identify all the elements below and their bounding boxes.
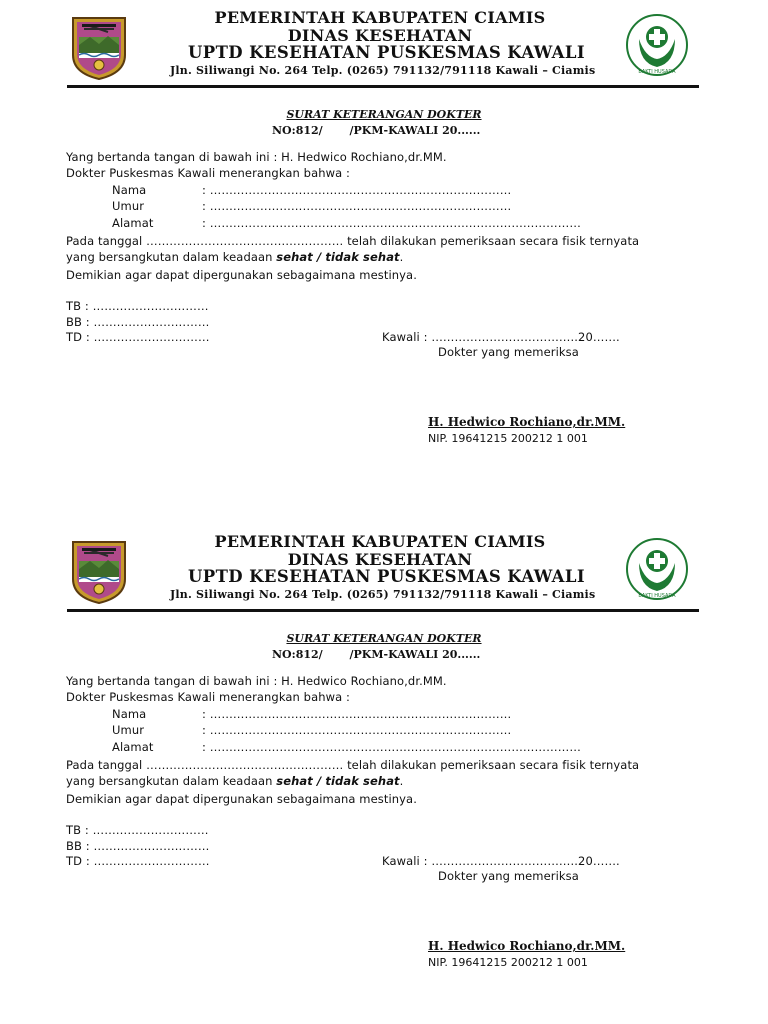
doctor-nip: NIP. 19641215 200212 1 001 <box>428 956 588 969</box>
place-date: Kawali : ………………………………..20……. <box>382 854 620 868</box>
ciamis-emblem-icon <box>70 539 128 605</box>
header-divider <box>67 85 699 88</box>
header-department: DINAS KESEHATAN <box>287 26 473 45</box>
intro-text: Yang bertanda tangan di bawah ini : H. Hedwico Rochiano,dr.MM. <box>66 150 447 164</box>
field-value-nama: : …………………………………………………………………… <box>202 707 512 721</box>
doctor-name: H. Hedwico Rochiano,dr.MM. <box>428 415 626 429</box>
document-number: NO:812/ /PKM-KAWALI 20...... <box>272 648 481 661</box>
document-title: SURAT KETERANGAN DOKTER <box>286 108 482 121</box>
intro-text: Yang bertanda tangan di bawah ini : H. Hedwico Rochiano,dr.MM. <box>66 674 447 688</box>
ciamis-emblem-icon <box>70 15 128 81</box>
document-title: SURAT KETERANGAN DOKTER <box>286 632 482 645</box>
bakti-husada-logo-icon <box>625 537 689 601</box>
field-label-nama: Nama <box>112 707 147 721</box>
field-label-umur: Umur <box>112 723 145 737</box>
vital-td: TD : ………………………… <box>66 330 210 344</box>
closing-text: Demikian agar dapat dipergunakan sebagaimana mestinya. <box>66 792 417 806</box>
condition-options: sehat / tidak sehat <box>276 774 400 788</box>
field-label-umur: Umur <box>112 199 145 213</box>
doctor-nip: NIP. 19641215 200212 1 001 <box>428 432 588 445</box>
certificate-copy-1 <box>0 0 768 490</box>
field-value-umur: : …………………………………………………………………… <box>202 723 512 737</box>
vital-tb: TB : ………………………… <box>66 299 209 313</box>
condition-line <box>66 250 403 264</box>
field-label-alamat: Alamat <box>112 216 154 230</box>
header-puskesmas: UPTD KESEHATAN PUSKESMAS KAWALI <box>188 43 585 62</box>
place-date: Kawali : ………………………………..20……. <box>382 330 620 344</box>
field-value-umur: : …………………………………………………………………… <box>202 199 512 213</box>
header-government: PEMERINTAH KABUPATEN CIAMIS <box>214 532 546 551</box>
bakti-husada-text: BAKTI HUSADA <box>638 593 676 599</box>
condition-line <box>66 774 403 788</box>
header-government: PEMERINTAH KABUPATEN CIAMIS <box>214 8 546 27</box>
examiner-label: Dokter yang memeriksa <box>438 869 579 883</box>
condition-suffix: . <box>399 250 404 264</box>
vital-td: TD : ………………………… <box>66 854 210 868</box>
statement-text: Dokter Puskesmas Kawali menerangkan bahwa : <box>66 690 351 704</box>
header-department: DINAS KESEHATAN <box>287 550 473 569</box>
condition-options: sehat / tidak sehat <box>276 250 400 264</box>
field-label-alamat: Alamat <box>112 740 154 754</box>
document-number: NO:812/ /PKM-KAWALI 20...... <box>272 124 481 137</box>
certificate-copy-2 <box>0 524 768 1014</box>
doctor-name: H. Hedwico Rochiano,dr.MM. <box>428 939 626 953</box>
condition-prefix: yang bersangkutan dalam keadaan <box>66 250 277 264</box>
closing-text: Demikian agar dapat dipergunakan sebagaimana mestinya. <box>66 268 417 282</box>
header-divider <box>67 609 699 612</box>
vital-bb: BB : ………………………… <box>66 839 210 853</box>
bakti-husada-logo-icon <box>625 13 689 77</box>
condition-prefix: yang bersangkutan dalam keadaan <box>66 774 277 788</box>
vital-bb: BB : ………………………… <box>66 315 210 329</box>
header-address: Jln. Siliwangi No. 264 Telp. (0265) 791132/791118 Kawali – Ciamis <box>170 588 596 601</box>
examiner-label: Dokter yang memeriksa <box>438 345 579 359</box>
header-puskesmas: UPTD KESEHATAN PUSKESMAS KAWALI <box>188 567 585 586</box>
field-value-alamat: : …………………………………………………………………………………… <box>202 216 581 230</box>
bakti-husada-text: BAKTI HUSADA <box>638 69 676 75</box>
vital-tb: TB : ………………………… <box>66 823 209 837</box>
field-label-nama: Nama <box>112 183 147 197</box>
field-value-nama: : …………………………………………………………………… <box>202 183 512 197</box>
date-line: Pada tanggal …………………………………………… telah dilakukan pemeriksaan secara fisik ternyata <box>66 234 640 248</box>
field-value-alamat: : …………………………………………………………………………………… <box>202 740 581 754</box>
statement-text: Dokter Puskesmas Kawali menerangkan bahwa : <box>66 166 351 180</box>
header-address: Jln. Siliwangi No. 264 Telp. (0265) 791132/791118 Kawali – Ciamis <box>170 64 596 77</box>
condition-suffix: . <box>399 774 404 788</box>
date-line: Pada tanggal …………………………………………… telah dilakukan pemeriksaan secara fisik ternyata <box>66 758 640 772</box>
